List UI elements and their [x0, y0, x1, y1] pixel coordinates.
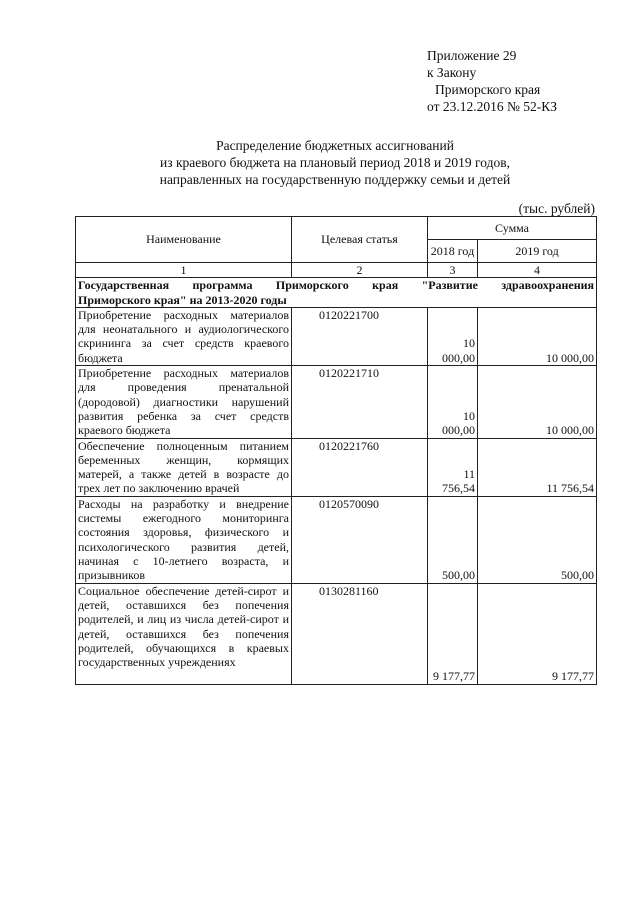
title-line-1: Распределение бюджетных ассигнований	[216, 138, 454, 153]
row-name: Расходы на разработку и внедрение системы ежегодного мониторинга состояния здоровья, физического и психологического развития детей, начиная с 10-летнего возраста, и призывников	[76, 496, 292, 583]
column-number-1: 1	[76, 263, 292, 278]
column-number-2: 2	[292, 263, 428, 278]
row-name: Обеспечение полноценным питанием беременных женщин, кормящих матерей, а также детей в возрасте до трех лет по заключению врачей	[76, 438, 292, 496]
annex-region: Приморского края	[435, 82, 541, 97]
row-code: 0120221760	[292, 438, 428, 496]
annex-block	[427, 47, 557, 115]
table-row	[76, 496, 597, 583]
row-amount-2018: 10 000,00	[428, 366, 478, 438]
program-line-2: Приморского края" на 2013-2020 годы	[78, 292, 287, 307]
table-row	[76, 366, 597, 438]
header-name: Наименование	[76, 217, 292, 263]
column-number-3: 3	[428, 263, 478, 278]
header-row	[76, 217, 597, 240]
column-number-row	[76, 263, 597, 278]
row-amount-2018: 9 177,77	[428, 583, 478, 684]
units-label: (тыс. рублей)	[518, 201, 595, 216]
row-code: 0120570090	[292, 496, 428, 583]
header-year-2019: 2019 год	[478, 240, 597, 263]
row-name: Приобретение расходных материалов для неонатального и аудиологического скрининга за счет средств краевого бюджета	[76, 307, 292, 365]
header-code: Целевая статья	[292, 217, 428, 263]
table-row	[76, 583, 597, 684]
table-row	[76, 438, 597, 496]
row-amount-2018: 10 000,00	[428, 307, 478, 365]
title-line-2: из краевого бюджета на плановый период 2018 и 2019 годов,	[160, 155, 510, 170]
row-code: 0130281160	[292, 583, 428, 684]
annex-number: Приложение 29	[427, 48, 517, 63]
header-year-2018: 2018 год	[428, 240, 478, 263]
row-amount-2018: 500,00	[428, 496, 478, 583]
program-line-1: Государственная программа Приморского края "Развитие здравоохранения	[78, 278, 595, 293]
program-row	[76, 278, 597, 308]
row-amount-2018: 11 756,54	[428, 438, 478, 496]
column-number-4: 4	[478, 263, 597, 278]
row-amount-2019: 500,00	[478, 496, 597, 583]
annex-law: к Закону	[427, 65, 477, 80]
document-title	[60, 137, 610, 188]
row-amount-2019: 10 000,00	[478, 366, 597, 438]
row-name: Приобретение расходных материалов для проведения пренатальной (дородовой) диагностики нарушений развития ребенка за счет средств краевого бюджета	[76, 366, 292, 438]
row-code: 0120221700	[292, 307, 428, 365]
table-row	[76, 307, 597, 365]
header-sum: Сумма	[428, 217, 597, 240]
title-line-3: направленных на государственную поддержку семьи и детей	[159, 172, 511, 187]
budget-table	[75, 216, 597, 685]
row-amount-2019: 11 756,54	[478, 438, 597, 496]
row-amount-2019: 10 000,00	[478, 307, 597, 365]
row-amount-2019: 9 177,77	[478, 583, 597, 684]
annex-date: от 23.12.2016 № 52-КЗ	[427, 99, 557, 114]
row-name: Социальное обеспечение детей-сирот и детей, оставшихся без попечения родителей, и лиц из числа детей-сирот и детей, оставшихся без попечения родителей, обучающихся в краевых государственных учреждениях	[76, 583, 292, 684]
row-code: 0120221710	[292, 366, 428, 438]
program-name	[76, 278, 597, 308]
